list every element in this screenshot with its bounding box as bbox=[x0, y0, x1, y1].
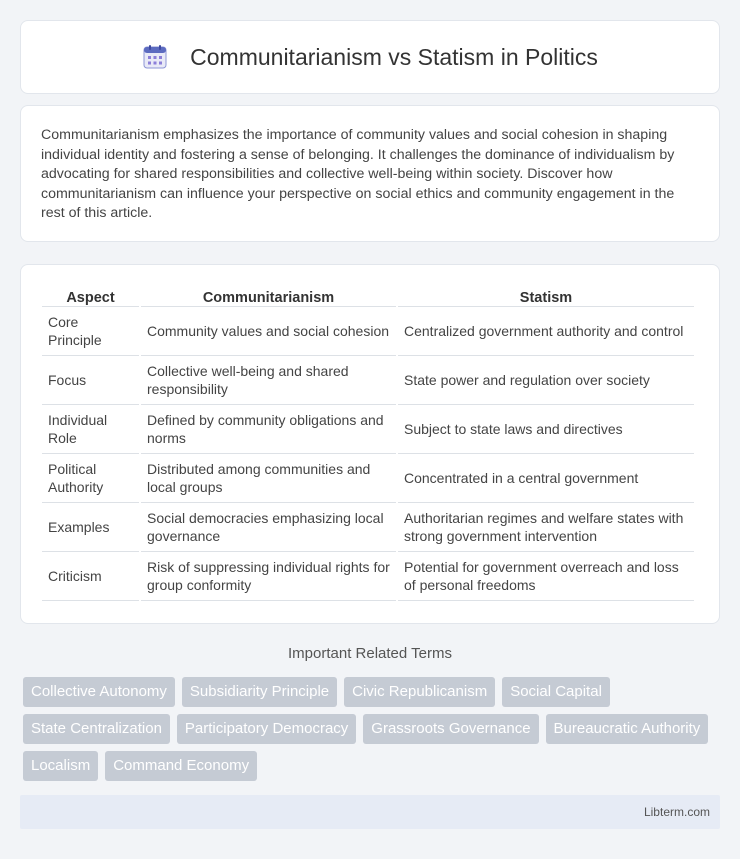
table-cell: Authoritarian regimes and welfare states with strong government intervention bbox=[398, 503, 694, 552]
related-term-tag[interactable]: Bureaucratic Authority bbox=[546, 714, 709, 744]
related-term-tag[interactable]: Command Economy bbox=[105, 751, 257, 781]
calendar-icon bbox=[142, 44, 168, 70]
header-aspect: Aspect bbox=[42, 285, 139, 307]
related-terms-title: Important Related Terms bbox=[288, 645, 452, 662]
header-statism: Statism bbox=[398, 285, 694, 307]
table-cell: Political Authority bbox=[42, 454, 139, 503]
comparison-table bbox=[40, 285, 696, 601]
table-cell: Defined by community obligations and norms bbox=[141, 405, 396, 454]
related-term-tag[interactable]: Civic Republicanism bbox=[344, 677, 495, 707]
table-cell: Distributed among communities and local groups bbox=[141, 454, 396, 503]
table-cell: Criticism bbox=[42, 552, 139, 601]
table-cell: Collective well-being and shared responsibility bbox=[141, 356, 396, 405]
table-row bbox=[42, 356, 694, 405]
page-title: Communitarianism vs Statism in Politics bbox=[190, 43, 598, 70]
table-cell: Community values and social cohesion bbox=[141, 307, 396, 356]
footer bbox=[20, 795, 720, 829]
table-cell: Centralized government authority and control bbox=[398, 307, 694, 356]
related-term-tag[interactable]: Localism bbox=[23, 751, 98, 781]
table-cell: Concentrated in a central government bbox=[398, 454, 694, 503]
related-term-tag[interactable]: Subsidiarity Principle bbox=[182, 677, 337, 707]
table-row bbox=[42, 307, 694, 356]
table-row bbox=[42, 503, 694, 552]
related-terms-section bbox=[0, 645, 740, 662]
table-row bbox=[42, 454, 694, 503]
related-term-tag[interactable]: Social Capital bbox=[502, 677, 610, 707]
table-cell: Risk of suppressing individual rights for group conformity bbox=[141, 552, 396, 601]
related-term-tag[interactable]: Grassroots Governance bbox=[363, 714, 538, 744]
header-communitarianism: Communitarianism bbox=[141, 285, 396, 307]
header-card bbox=[20, 20, 720, 94]
table-cell: Subject to state laws and directives bbox=[398, 405, 694, 454]
intro-text: Communitarianism emphasizes the importance of community values and social cohesion in shaping individual identity and fostering a sense of belonging. It challenges the dominance of individualism by advocating for shared responsibilities and collective well-being within society. Discover how communitarianism can influence your perspective on social ethics and community engagement in the rest of this article. bbox=[41, 127, 675, 222]
intro-card bbox=[20, 105, 720, 242]
related-term-tag[interactable]: Participatory Democracy bbox=[177, 714, 356, 744]
table-cell: State power and regulation over society bbox=[398, 356, 694, 405]
table-cell: Core Principle bbox=[42, 307, 139, 356]
table-cell: Potential for government overreach and loss of personal freedoms bbox=[398, 552, 694, 601]
table-header-row bbox=[42, 285, 694, 307]
table-cell: Examples bbox=[42, 503, 139, 552]
table-cell: Social democracies emphasizing local governance bbox=[141, 503, 396, 552]
footer-brand-link[interactable]: Libterm.com bbox=[643, 805, 710, 819]
related-term-tag[interactable]: State Centralization bbox=[23, 714, 170, 744]
table-cell: Individual Role bbox=[42, 405, 139, 454]
related-term-tag[interactable]: Collective Autonomy bbox=[23, 677, 175, 707]
comparison-table-card bbox=[20, 264, 720, 624]
table-row bbox=[42, 405, 694, 454]
related-terms-tags bbox=[23, 677, 723, 781]
table-row bbox=[42, 552, 694, 601]
table-cell: Focus bbox=[42, 356, 139, 405]
